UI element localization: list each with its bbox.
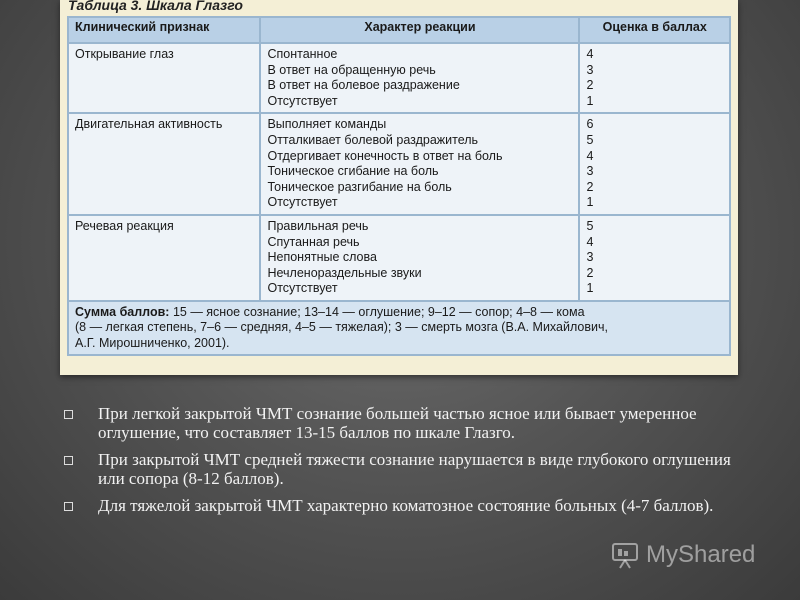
table-image — [60, 0, 738, 375]
reaction-item: Тоническое сгибание на боль — [267, 164, 439, 179]
watermark — [610, 540, 755, 570]
glasgow-scale-table — [67, 16, 731, 356]
score-value: 1 — [586, 93, 594, 108]
bullet-text: При легкой закрытой ЧМТ сознание большей частью ясное или бывает умеренное оглушение, что составляет 13-15 баллов по шкале Глазго. — [98, 404, 697, 442]
reaction-item: Отсутствует — [267, 195, 338, 210]
reaction-item: Отсутствует — [267, 93, 338, 108]
reaction-cell — [260, 43, 579, 113]
score-cell — [579, 113, 730, 215]
presentation-board-icon — [610, 540, 640, 570]
sign-cell: Открывание глаз — [68, 43, 260, 113]
bullet-list — [62, 404, 742, 523]
bullet-item — [62, 450, 742, 488]
score-value: 5 — [586, 218, 594, 233]
sum-line: (8 — легкая степень, 7–6 — средняя, 4–5 — тяжелая); 3 — смерть мозга (В.А. Михайлович, — [75, 320, 608, 335]
reaction-item: Отталкивает болевой раздражитель — [267, 132, 479, 147]
table-row — [68, 215, 730, 301]
bullet-item — [62, 496, 742, 515]
reaction-item: Нечленораздельные звуки — [267, 265, 422, 280]
header-score: Оценка в баллах — [579, 17, 730, 43]
score-value: 2 — [586, 179, 594, 194]
score-value: 3 — [586, 62, 594, 77]
score-cell — [579, 215, 730, 301]
header-reaction: Характер реакции — [260, 17, 579, 43]
reaction-item: В ответ на обращенную речь — [267, 62, 436, 77]
watermark-text: MyShared — [646, 541, 756, 568]
reaction-item: Выполняет команды — [267, 117, 387, 132]
sum-label: Сумма баллов: — [75, 304, 170, 319]
sign-cell: Речевая реакция — [68, 215, 260, 301]
bullet-text: При закрытой ЧМТ средней тяжести сознание нарушается в виде глубокого оглушения или сопора (8-12 баллов). — [98, 450, 731, 488]
reaction-item: Правильная речь — [267, 218, 369, 233]
reaction-item: В ответ на болевое раздражение — [267, 78, 460, 93]
score-value: 5 — [586, 132, 594, 147]
table-row — [68, 113, 730, 215]
score-value: 3 — [586, 164, 594, 179]
sign-cell: Двигательная активность — [68, 113, 260, 215]
reaction-item: Непонятные слова — [267, 250, 377, 265]
table-caption: Таблица 3. Шкала Глазго — [68, 0, 243, 13]
sum-line: А.Г. Мирошниченко, 2001). — [75, 335, 230, 350]
square-bullet-icon — [64, 410, 73, 419]
score-value: 4 — [586, 47, 594, 61]
reaction-item: Тоническое разгибание на боль — [267, 179, 452, 194]
square-bullet-icon — [64, 502, 73, 511]
score-value: 1 — [586, 281, 594, 296]
sum-row — [68, 301, 730, 356]
score-value: 2 — [586, 265, 594, 280]
score-value: 1 — [586, 195, 594, 210]
reaction-cell — [260, 113, 579, 215]
score-value: 4 — [586, 234, 594, 249]
reaction-item: Спонтанное — [267, 47, 338, 61]
score-value: 2 — [586, 78, 594, 93]
score-value: 4 — [586, 148, 594, 163]
reaction-cell — [260, 215, 579, 301]
reaction-item: Отсутствует — [267, 281, 338, 296]
score-value: 6 — [586, 117, 594, 132]
table-header-row — [68, 17, 730, 43]
reaction-item: Отдергивает конечность в ответ на боль — [267, 148, 503, 163]
score-cell — [579, 43, 730, 113]
score-value: 3 — [586, 250, 594, 265]
sum-line: 15 — ясное сознание; 13–14 — оглушение; 9–12 — сопор; 4–8 — кома — [172, 304, 585, 319]
bullet-item — [62, 404, 742, 442]
table-row — [68, 43, 730, 113]
sum-cell — [68, 301, 730, 356]
reaction-item: Спутанная речь — [267, 234, 360, 249]
bullet-text: Для тяжелой закрытой ЧМТ характерно коматозное состояние больных (4-7 баллов). — [98, 496, 714, 515]
header-clinical-sign: Клинический признак — [68, 17, 260, 43]
square-bullet-icon — [64, 456, 73, 465]
